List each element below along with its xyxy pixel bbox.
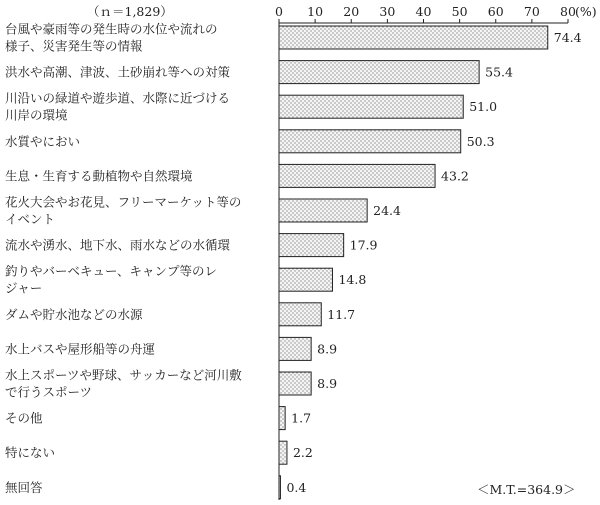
value-label: 0.4	[286, 479, 307, 495]
value-label: 2.2	[292, 445, 313, 461]
x-tick-label: 40	[415, 4, 432, 19]
category-label: 洪水や高潮、津波、土砂崩れ等への対策	[5, 64, 231, 80]
x-tick-label: 10	[307, 4, 324, 19]
category-label: 流水や湧水、地下水、雨水などの水循環	[5, 237, 231, 253]
category-label: 花火大会やお花見、フリーマーケット等の	[5, 194, 242, 210]
category-label: 川沿いの緑道や遊歩道、水際に近づける	[5, 90, 231, 106]
value-label: 17.9	[349, 237, 378, 253]
category-label: 台風や豪雨等の発生時の水位や流れの	[5, 21, 218, 37]
bar	[279, 199, 367, 222]
bar	[279, 337, 311, 360]
total-note: ＜M.T.=364.9＞	[477, 482, 576, 497]
category-label: その他	[5, 410, 43, 426]
category-label: ダムや貯水池などの水源	[5, 306, 143, 322]
bar	[279, 234, 344, 257]
bar	[279, 372, 311, 395]
category-label: 釣りやバーベキュー、キャンプ等のレ	[5, 263, 218, 279]
x-tick-label: 0	[275, 4, 283, 19]
bar	[279, 164, 435, 187]
value-label: 55.4	[485, 64, 513, 80]
value-label: 43.2	[441, 168, 469, 184]
x-tick-label: 60	[487, 4, 504, 19]
bar	[279, 26, 548, 49]
bar	[279, 476, 280, 499]
bar	[279, 303, 321, 326]
value-label: 74.4	[553, 30, 582, 45]
category-label: 水質やにおい	[5, 133, 81, 149]
x-tick-label: 50	[451, 4, 468, 19]
category-label: 特にない	[5, 445, 56, 461]
category-label: で行うスポーツ	[5, 384, 93, 400]
value-label: 50.3	[466, 133, 495, 149]
value-label: 8.9	[317, 341, 338, 357]
bar	[279, 441, 287, 464]
unit-label: (%)	[575, 4, 597, 19]
category-label: 川岸の環境	[5, 107, 68, 123]
value-label: 11.7	[327, 306, 356, 322]
x-tick-label: 80	[560, 4, 576, 19]
value-label: 8.9	[317, 376, 338, 391]
category-label: 無回答	[5, 479, 43, 495]
category-label: ジャー	[5, 280, 43, 296]
bar	[279, 95, 463, 118]
category-labels	[5, 22, 242, 495]
value-label: 51.0	[469, 99, 498, 115]
sample-size-label: （ｎ＝1,829）	[87, 4, 173, 19]
bar	[279, 61, 479, 84]
bar	[279, 268, 332, 291]
value-label: 14.8	[338, 272, 367, 288]
value-label: 1.7	[291, 410, 312, 426]
category-label: 水上スポーツや野球、サッカーなど河川敷	[5, 367, 242, 383]
bar	[279, 407, 285, 430]
bar	[279, 130, 461, 153]
category-label: 生息・生育する動植物や自然環境	[5, 168, 193, 184]
x-tick-label: 20	[343, 4, 360, 19]
category-label: イベント	[5, 211, 56, 227]
x-tick-label: 30	[379, 4, 396, 19]
x-tick-label: 70	[523, 4, 540, 19]
value-label: 24.4	[373, 203, 401, 218]
category-label: 水上バスや屋形船等の舟運	[5, 341, 156, 357]
category-label: 様子、災害発生等の情報	[5, 38, 143, 54]
bars	[279, 26, 548, 499]
